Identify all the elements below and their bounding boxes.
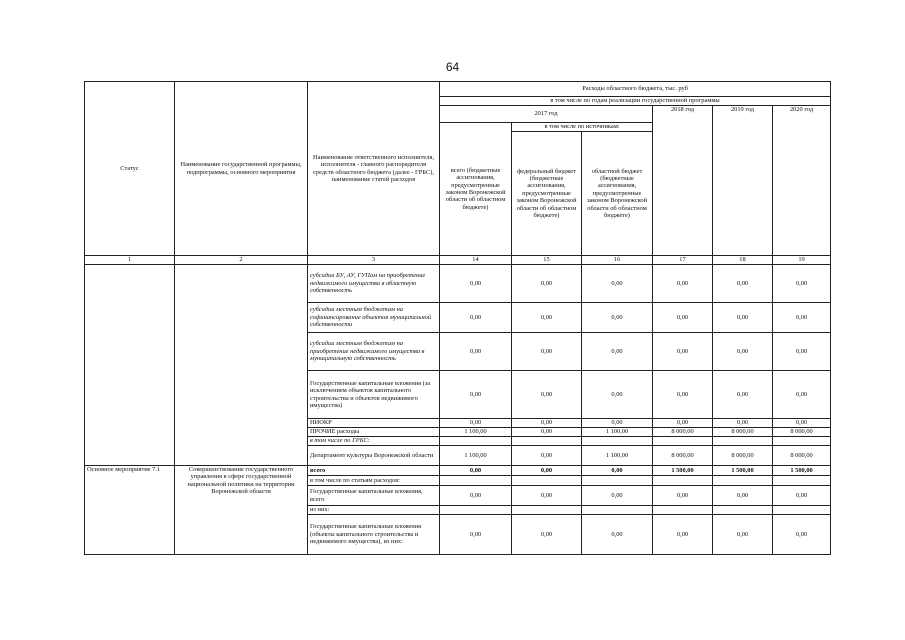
table-row: [85, 466, 831, 476]
budget-table: [84, 81, 831, 555]
value-cell: 0,00: [713, 265, 773, 303]
value-cell: 8 000,00: [773, 446, 831, 466]
row-label: Государственные капитальные вложения (за исключением объектов капитального строительства и объектов недвижимого имущества): [308, 371, 440, 419]
total-header: всего (бюджетные ассигнования, предусмотренные законом Воронежской области об областном бюджете): [440, 123, 512, 256]
program-cell: [175, 265, 308, 466]
row-label: Государственные капитальные вложения (объекты капитального строительства и недвижимого имущества), из них:: [308, 515, 440, 555]
status-header: Статус: [85, 82, 175, 256]
value-cell: 0,00: [582, 303, 653, 333]
value-cell: 0,00: [713, 419, 773, 428]
value-cell: 0,00: [440, 303, 512, 333]
year-2019-header: 2019 год: [713, 106, 773, 256]
program-name-header: Наименование государственной программы, подпрограммы, основного мероприятия: [175, 82, 308, 256]
col-number: 3: [308, 256, 440, 265]
value-cell: [713, 437, 773, 446]
year-2017-header: 2017 год: [440, 106, 653, 123]
value-cell: 1 100,00: [582, 446, 653, 466]
value-cell: [512, 437, 582, 446]
value-cell: 8 000,00: [653, 428, 713, 437]
value-cell: 0,00: [582, 515, 653, 555]
value-cell: [773, 506, 831, 515]
value-cell: [653, 437, 713, 446]
page-number: 64: [445, 60, 460, 74]
value-cell: [582, 506, 653, 515]
by-years-header: в том числе по годам реализации государственной программы: [440, 97, 831, 106]
value-cell: 0,00: [512, 466, 582, 476]
row-label: субсидии местным бюджетам на софинансирование объектов муниципальной собственности: [308, 303, 440, 333]
row-label: субсидии БУ, АУ, ГУПам на приобретение недвижимого имущества в областную собственность: [308, 265, 440, 303]
value-cell: 1 100,00: [440, 428, 512, 437]
value-cell: [512, 506, 582, 515]
value-cell: 8 000,00: [713, 446, 773, 466]
value-cell: 0,00: [773, 371, 831, 419]
value-cell: 0,00: [440, 515, 512, 555]
row-label: субсидии местным бюджетам на приобретение недвижимого имущества в муниципальную собственность: [308, 333, 440, 371]
value-cell: 8 000,00: [653, 446, 713, 466]
col-number: 2: [175, 256, 308, 265]
row-label: Департамент культуры Воронежской области: [308, 446, 440, 466]
value-cell: 0,00: [653, 333, 713, 371]
col-number: 16: [582, 256, 653, 265]
value-cell: [440, 437, 512, 446]
value-cell: 0,00: [713, 515, 773, 555]
value-cell: 8 000,00: [713, 428, 773, 437]
row-label: в том числе по ГРБС:: [308, 437, 440, 446]
value-cell: 0,00: [440, 466, 512, 476]
value-cell: 1 100,00: [582, 428, 653, 437]
value-cell: [713, 506, 773, 515]
value-cell: 0,00: [440, 265, 512, 303]
federal-header: федеральный бюджет (бюджетные ассигнования, предусмотренные законом Воронежской области об областном бюджете): [512, 132, 582, 256]
value-cell: 0,00: [773, 515, 831, 555]
col-number: 15: [512, 256, 582, 265]
value-cell: 0,00: [773, 265, 831, 303]
value-cell: 0,00: [582, 333, 653, 371]
col-number: 18: [713, 256, 773, 265]
value-cell: [512, 476, 582, 486]
program-cell: Совершенствование государственного управления в сфере государственной национальной политики на территории Воронежской области: [175, 466, 308, 555]
value-cell: 0,00: [512, 333, 582, 371]
value-cell: 0,00: [713, 486, 773, 506]
value-cell: 0,00: [653, 486, 713, 506]
value-cell: 0,00: [512, 515, 582, 555]
value-cell: 8 000,00: [773, 428, 831, 437]
row-label: Государственные капитальные вложения, всего: [308, 486, 440, 506]
col-number: 19: [773, 256, 831, 265]
status-cell: Основное мероприятие 7.1: [85, 466, 175, 555]
value-cell: [653, 476, 713, 486]
value-cell: [773, 476, 831, 486]
year-2020-header: 2020 год: [773, 106, 831, 256]
regional-header: областной бюджет (бюджетные ассигнования, предусмотренные законом Воронежской области об областном бюджете): [582, 132, 653, 256]
value-cell: 0,00: [653, 419, 713, 428]
value-cell: [713, 476, 773, 486]
status-cell: [85, 265, 175, 466]
value-cell: 0,00: [773, 333, 831, 371]
value-cell: 0,00: [773, 486, 831, 506]
column-number-row: [85, 256, 831, 265]
value-cell: 0,00: [440, 486, 512, 506]
value-cell: 0,00: [653, 515, 713, 555]
value-cell: 0,00: [512, 371, 582, 419]
value-cell: 0,00: [512, 303, 582, 333]
value-cell: 1 500,00: [773, 466, 831, 476]
col-number: 14: [440, 256, 512, 265]
value-cell: 0,00: [440, 371, 512, 419]
value-cell: 0,00: [582, 265, 653, 303]
value-cell: 0,00: [653, 371, 713, 419]
row-label: всего: [308, 466, 440, 476]
value-cell: 1 500,00: [653, 466, 713, 476]
executor-name-header: Наименование ответственного исполнителя, исполнителя - главного распорядителя средств областного бюджета (далее - ГРБС), наименование статей расходов: [308, 82, 440, 256]
value-cell: 0,00: [582, 466, 653, 476]
value-cell: 0,00: [512, 428, 582, 437]
col-number: 17: [653, 256, 713, 265]
value-cell: [773, 437, 831, 446]
row-label: ПРОЧИЕ расходы: [308, 428, 440, 437]
value-cell: [653, 506, 713, 515]
value-cell: 0,00: [713, 303, 773, 333]
col-number: 1: [85, 256, 175, 265]
year-2018-header: 2018 год: [653, 106, 713, 256]
value-cell: 0,00: [512, 265, 582, 303]
table-row: [85, 265, 831, 303]
value-cell: [582, 476, 653, 486]
value-cell: 0,00: [512, 419, 582, 428]
row-label: из них:: [308, 506, 440, 515]
value-cell: [582, 437, 653, 446]
value-cell: 0,00: [440, 419, 512, 428]
value-cell: 0,00: [512, 486, 582, 506]
row-label: в том числе по статьям расходов:: [308, 476, 440, 486]
value-cell: [440, 476, 512, 486]
value-cell: 0,00: [713, 333, 773, 371]
value-cell: 0,00: [773, 303, 831, 333]
budget-title-header: Расходы областного бюджета, тыс. руб: [440, 82, 831, 97]
value-cell: 0,00: [582, 371, 653, 419]
value-cell: 0,00: [713, 371, 773, 419]
value-cell: 0,00: [512, 446, 582, 466]
value-cell: 0,00: [582, 486, 653, 506]
value-cell: [440, 506, 512, 515]
value-cell: 0,00: [653, 265, 713, 303]
by-sources-header: в том числе по источникам:: [512, 123, 653, 132]
value-cell: 0,00: [653, 303, 713, 333]
value-cell: 1 100,00: [440, 446, 512, 466]
row-label: НИОКР: [308, 419, 440, 428]
value-cell: 0,00: [440, 333, 512, 371]
value-cell: 0,00: [773, 419, 831, 428]
value-cell: 1 500,00: [713, 466, 773, 476]
value-cell: 0,00: [582, 419, 653, 428]
